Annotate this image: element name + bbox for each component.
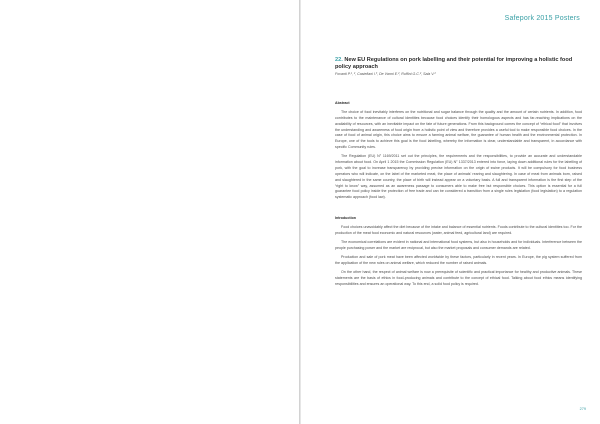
introduction-heading: Introduction <box>335 215 356 220</box>
introduction-paragraph: The economical correlations are evident in national and international food systems, but also in households and for individuals. Interference between the people purchasing power and the market are reciprocal, but also the market proposals and consumer demands are related. <box>335 239 582 250</box>
article-title <box>335 57 580 71</box>
introduction-paragraph: On the other hand, the respect of animal welfare is now a prerequisite of scientific and practical importance for healthy and productive animals. These statements are the basis of ethics in food-producing animals and contribute to the concept of ethical food. Talking about food ethics means identifying responsibilities and ensures an operational way. To this end, a solid food policy is required. <box>335 270 582 286</box>
article-body <box>335 101 582 291</box>
article-authors: Fovanti P.¹, ², Castellani I.³, De Vanni E.², Ruffini G.C.², Sala V.² <box>335 72 436 76</box>
abstract-heading: Abstract <box>335 101 350 105</box>
page-number: 279 <box>579 407 586 411</box>
running-header: Safepork 2015 Posters <box>504 15 580 22</box>
left-page-blank <box>0 0 299 424</box>
right-page <box>301 0 600 424</box>
introduction-paragraph: Production and sale of pork meat have been affected worldwide by these factors, particularly in recent years. In Europe, the pig system suffered from the application of the new rules on animal welfare, which reduced the number of raised animals. <box>335 255 582 265</box>
abstract-paragraph: The choice of food inevitably interferes on the nutritional and sugar balance through the quality and the amount of certain nutrients. In addition, food contributes to the maintenance of cultural identities because food choices identify their homologous aspects and has far-reaching implications on the availability of resources, with an inevitable impact on the fate of future generations. From this background comes the concept of “ethical food” that involves the understanding and awareness of food origin from a holistic point of view and therefore provides a useful tool to make responsible food choices. In the case of food of animal origin, this choice aims to ensure a farming animal welfare, the guarantee of human health and the environmental protection. In Europe, one of the tools to achieve this goal is the food labelling, whereby the information is clear, understandable and transparent, in accordance with specific Community rules. <box>335 110 582 150</box>
article-title-text: New EU Regulations on pork labelling and their potential for improving a holistic food policy approach <box>335 57 573 70</box>
introduction-paragraph: Food choices unavoidably affect the diet because of the intake and balance of essential nutrients. Foods contribute to the cultural identities too. For the production of the meat food economic and natural resources (water, animal feed, agricultural land) are required. <box>335 224 582 235</box>
article-number: 22. <box>335 57 343 63</box>
article-title-block <box>335 57 580 77</box>
abstract-paragraph: The Regulation (EU) N° 1169/2011 set out the principles, the requirements and the responsibilities, to provide an accurate and understandable information about food. On April 1 2015 the Commission Regulation (EU) N° 1337/2013 entered into force, laying down additional rules for the labelling of pork, with the goal to increase transparency by providing precise information on the origin of swine products. It will be compulsory for food business operators who will indicate, on the label of the marketed meat, the place of animals’ rearing and slaughtering. In case of meat from animals born, raised and slaughtered in the same country, the place of birth will instead appear on a voluntary basis. A full and transparent information is the first step of the “right to know” way, assumed as an awareness passage to consumers able to make free but responsible choices. This option is essential for a full guarantee food policy inside the protection of free trade and can be considered a transition from a single rules legislation (food legislation) to a regulation systematic approach (food law). <box>335 154 582 200</box>
